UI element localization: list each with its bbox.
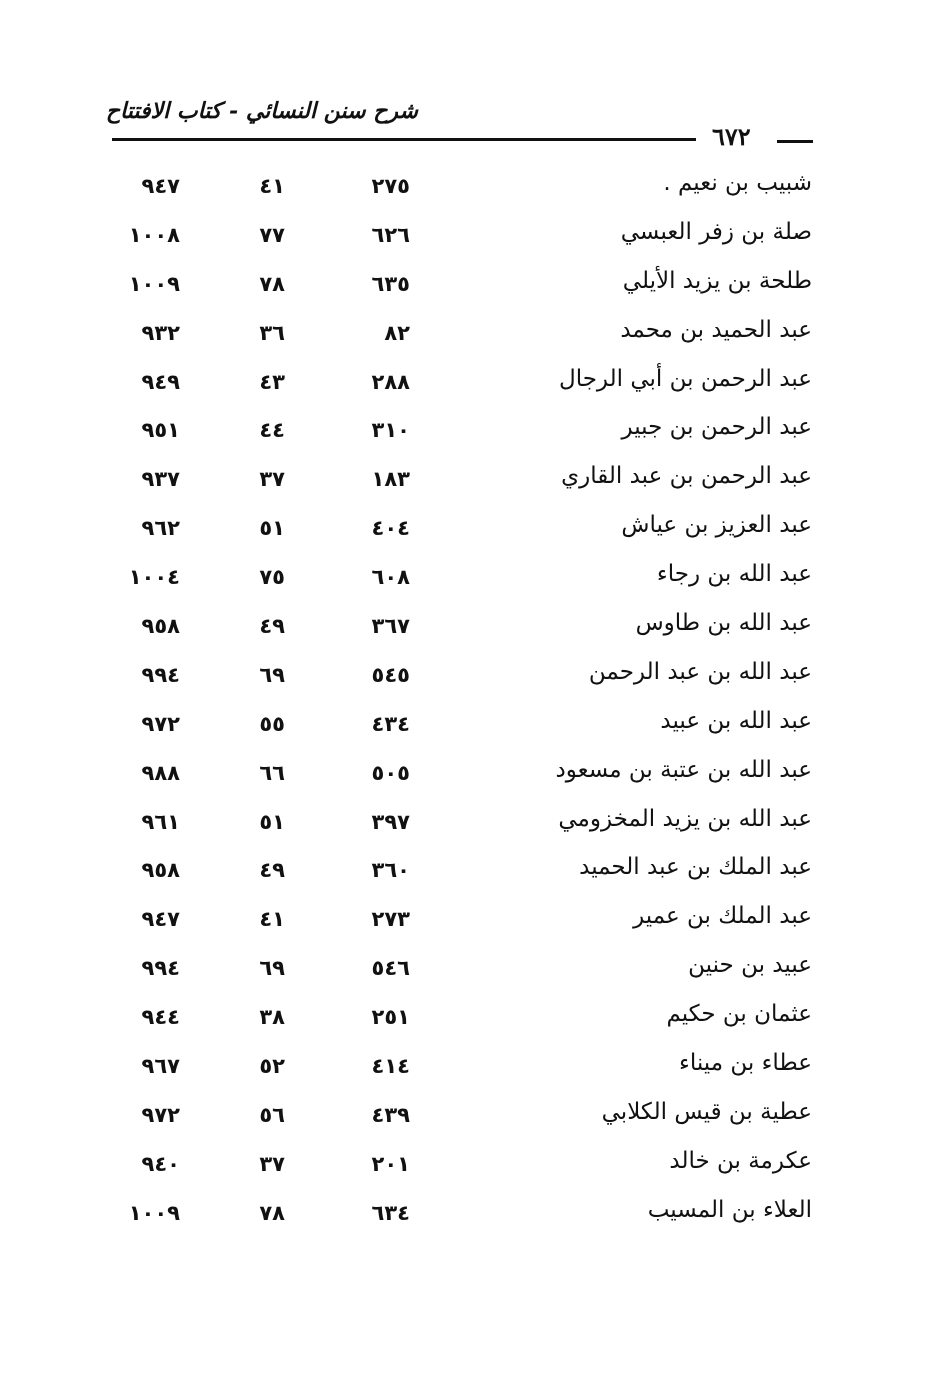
- entry-chapter-number: ٥٥: [259, 711, 285, 736]
- index-row: [0, 360, 940, 409]
- entry-chapter-number: ٧٥: [259, 565, 285, 590]
- index-row: [0, 897, 940, 946]
- entry-page-number: ٩٧٢: [141, 711, 180, 736]
- index-row: [0, 1191, 940, 1240]
- index-row: [0, 995, 940, 1044]
- entry-hadith-number: ٦٠٨: [371, 565, 410, 590]
- index-row: [0, 848, 940, 897]
- entry-hadith-number: ٥٠٥: [371, 760, 410, 785]
- entry-page-number: ٩٦٧: [141, 1054, 180, 1079]
- entry-name: العلاء بن المسيب: [647, 1196, 812, 1223]
- index-row: [0, 1142, 940, 1191]
- entry-chapter-number: ٧٨: [259, 271, 285, 296]
- entry-chapter-number: ٧٧: [259, 222, 285, 247]
- entry-name: عبد الله بن عبيد: [660, 707, 812, 734]
- entry-name: عطية بن قيس الكلابي: [601, 1098, 812, 1125]
- entry-chapter-number: ٤١: [259, 174, 285, 198]
- entry-chapter-number: ٣٧: [259, 1151, 285, 1176]
- entry-name: عبد الله بن رجاء: [656, 561, 812, 588]
- entry-chapter-number: ٧٨: [259, 1200, 285, 1225]
- entry-page-number: ٩٩٤: [141, 956, 180, 981]
- index-row: [0, 213, 940, 262]
- index-row: [0, 800, 940, 849]
- entry-name: عثمان بن حكيم: [666, 1001, 812, 1028]
- index-row: [0, 555, 940, 604]
- entry-name: صلة بن زفر العبسي: [620, 218, 812, 245]
- entry-chapter-number: ٤٩: [259, 614, 285, 639]
- entry-name: عبد الرحمن بن أبي الرجال: [559, 365, 812, 392]
- entry-chapter-number: ٣٦: [259, 320, 285, 345]
- entry-name: طلحة بن يزيد الأيلي: [622, 267, 812, 294]
- entry-hadith-number: ٢٥١: [371, 1005, 410, 1030]
- page-number-dash: [777, 140, 813, 143]
- entry-page-number: ١٠٠٤: [128, 565, 180, 590]
- index-list: [0, 164, 940, 1240]
- index-row: [0, 604, 940, 653]
- index-row: [0, 262, 940, 311]
- entry-name: عبيد بن حنين: [688, 952, 812, 979]
- entry-page-number: ٩٤٧: [141, 907, 180, 932]
- entry-name: عبد الرحمن بن جبير: [621, 414, 812, 441]
- entry-hadith-number: ٤٣٩: [371, 1102, 410, 1127]
- entry-page-number: ٩٣٢: [141, 320, 180, 345]
- page-number: ٦٧٢: [712, 122, 751, 151]
- entry-page-number: ٩٣٧: [141, 467, 180, 492]
- entry-hadith-number: ٣٦٧: [371, 614, 410, 639]
- entry-page-number: ٩٤٩: [141, 369, 180, 394]
- index-row: [0, 506, 940, 555]
- index-row: [0, 408, 940, 457]
- entry-hadith-number: ٢٨٨: [371, 369, 410, 394]
- entry-chapter-number: ٤٤: [259, 418, 285, 443]
- header-rule: [112, 138, 696, 141]
- entry-chapter-number: ٣٧: [259, 467, 285, 492]
- entry-page-number: ٩٩٤: [141, 662, 180, 687]
- entry-hadith-number: ٥٤٦: [371, 956, 410, 981]
- entry-hadith-number: ٢٧٣: [371, 907, 410, 932]
- entry-name: عكرمة بن خالد: [669, 1147, 812, 1174]
- running-title: شرح سنن النسائي - كتاب الافتتاح: [105, 98, 418, 124]
- entry-name: عبد الله بن عتبة بن مسعود: [555, 756, 812, 783]
- entry-page-number: ٩٦١: [141, 809, 180, 834]
- entry-chapter-number: ٦٩: [259, 956, 285, 981]
- entry-hadith-number: ٢٠١: [371, 1151, 410, 1176]
- entry-chapter-number: ٥١: [259, 516, 285, 541]
- index-row: [0, 751, 940, 800]
- entry-name: عبد العزيز بن عياش: [621, 512, 812, 539]
- entry-name: عبد الملك بن عمير: [633, 903, 812, 930]
- entry-page-number: ١٠٠٩: [128, 271, 180, 296]
- entry-hadith-number: ٥٤٥: [371, 662, 410, 687]
- index-row: [0, 653, 940, 702]
- entry-page-number: ٩٥٨: [141, 858, 180, 883]
- entry-chapter-number: ٤١: [259, 907, 285, 932]
- entry-page-number: ١٠٠٨: [128, 222, 180, 247]
- entry-page-number: ١٠٠٩: [128, 1200, 180, 1225]
- entry-name: عبد الرحمن بن عبد القاري: [561, 463, 812, 490]
- entry-chapter-number: ٥٦: [259, 1102, 285, 1127]
- entry-chapter-number: ٦٦: [259, 760, 285, 785]
- index-row: [0, 311, 940, 360]
- entry-hadith-number: ٤٠٤: [371, 516, 410, 541]
- entry-hadith-number: ١٨٣: [371, 467, 410, 492]
- entry-hadith-number: ٣٦٠: [371, 858, 410, 883]
- entry-chapter-number: ٣٨: [259, 1005, 285, 1030]
- entry-hadith-number: ٦٣٥: [371, 271, 410, 296]
- entry-chapter-number: ٥١: [259, 809, 285, 834]
- entry-chapter-number: ٤٣: [259, 369, 285, 394]
- entry-hadith-number: ٣١٠: [371, 418, 410, 443]
- entry-hadith-number: ٦٣٤: [371, 1200, 410, 1225]
- index-row: [0, 164, 940, 213]
- entry-page-number: ٩٤٠: [141, 1151, 180, 1176]
- entry-page-number: ٩٦٢: [141, 516, 180, 541]
- index-row: [0, 702, 940, 751]
- entry-hadith-number: ٣٩٧: [371, 809, 410, 834]
- entry-hadith-number: ٤١٤: [371, 1054, 410, 1079]
- entry-name: عبد الملك بن عبد الحميد: [579, 854, 812, 881]
- entry-page-number: ٩٨٨: [141, 760, 180, 785]
- entry-hadith-number: ٤٣٤: [371, 711, 410, 736]
- entry-name: عبد الله بن عبد الرحمن: [588, 658, 812, 685]
- entry-page-number: ٩٤٧: [141, 174, 180, 198]
- entry-chapter-number: ٦٩: [259, 662, 285, 687]
- entry-page-number: ٩٧٢: [141, 1102, 180, 1127]
- entry-name: عبد الحميد بن محمد: [620, 316, 812, 343]
- entry-hadith-number: ٢٧٥: [371, 174, 410, 198]
- index-row: [0, 946, 940, 995]
- entry-hadith-number: ٨٢: [384, 320, 410, 345]
- entry-name: شبيب بن نعيم .: [663, 170, 812, 196]
- entry-name: عبد الله بن يزيد المخزومي: [558, 805, 812, 832]
- index-row: [0, 457, 940, 506]
- index-row: [0, 1093, 940, 1142]
- page-header: [0, 0, 940, 160]
- entry-name: عطاء بن ميناء: [679, 1050, 812, 1077]
- entry-page-number: ٩٤٤: [141, 1005, 180, 1030]
- entry-page-number: ٩٥١: [141, 418, 180, 443]
- index-row: [0, 1044, 940, 1093]
- entry-page-number: ٩٥٨: [141, 614, 180, 639]
- entry-chapter-number: ٥٢: [259, 1054, 285, 1079]
- entry-name: عبد الله بن طاوس: [635, 610, 812, 637]
- entry-hadith-number: ٦٢٦: [371, 222, 410, 247]
- entry-chapter-number: ٤٩: [259, 858, 285, 883]
